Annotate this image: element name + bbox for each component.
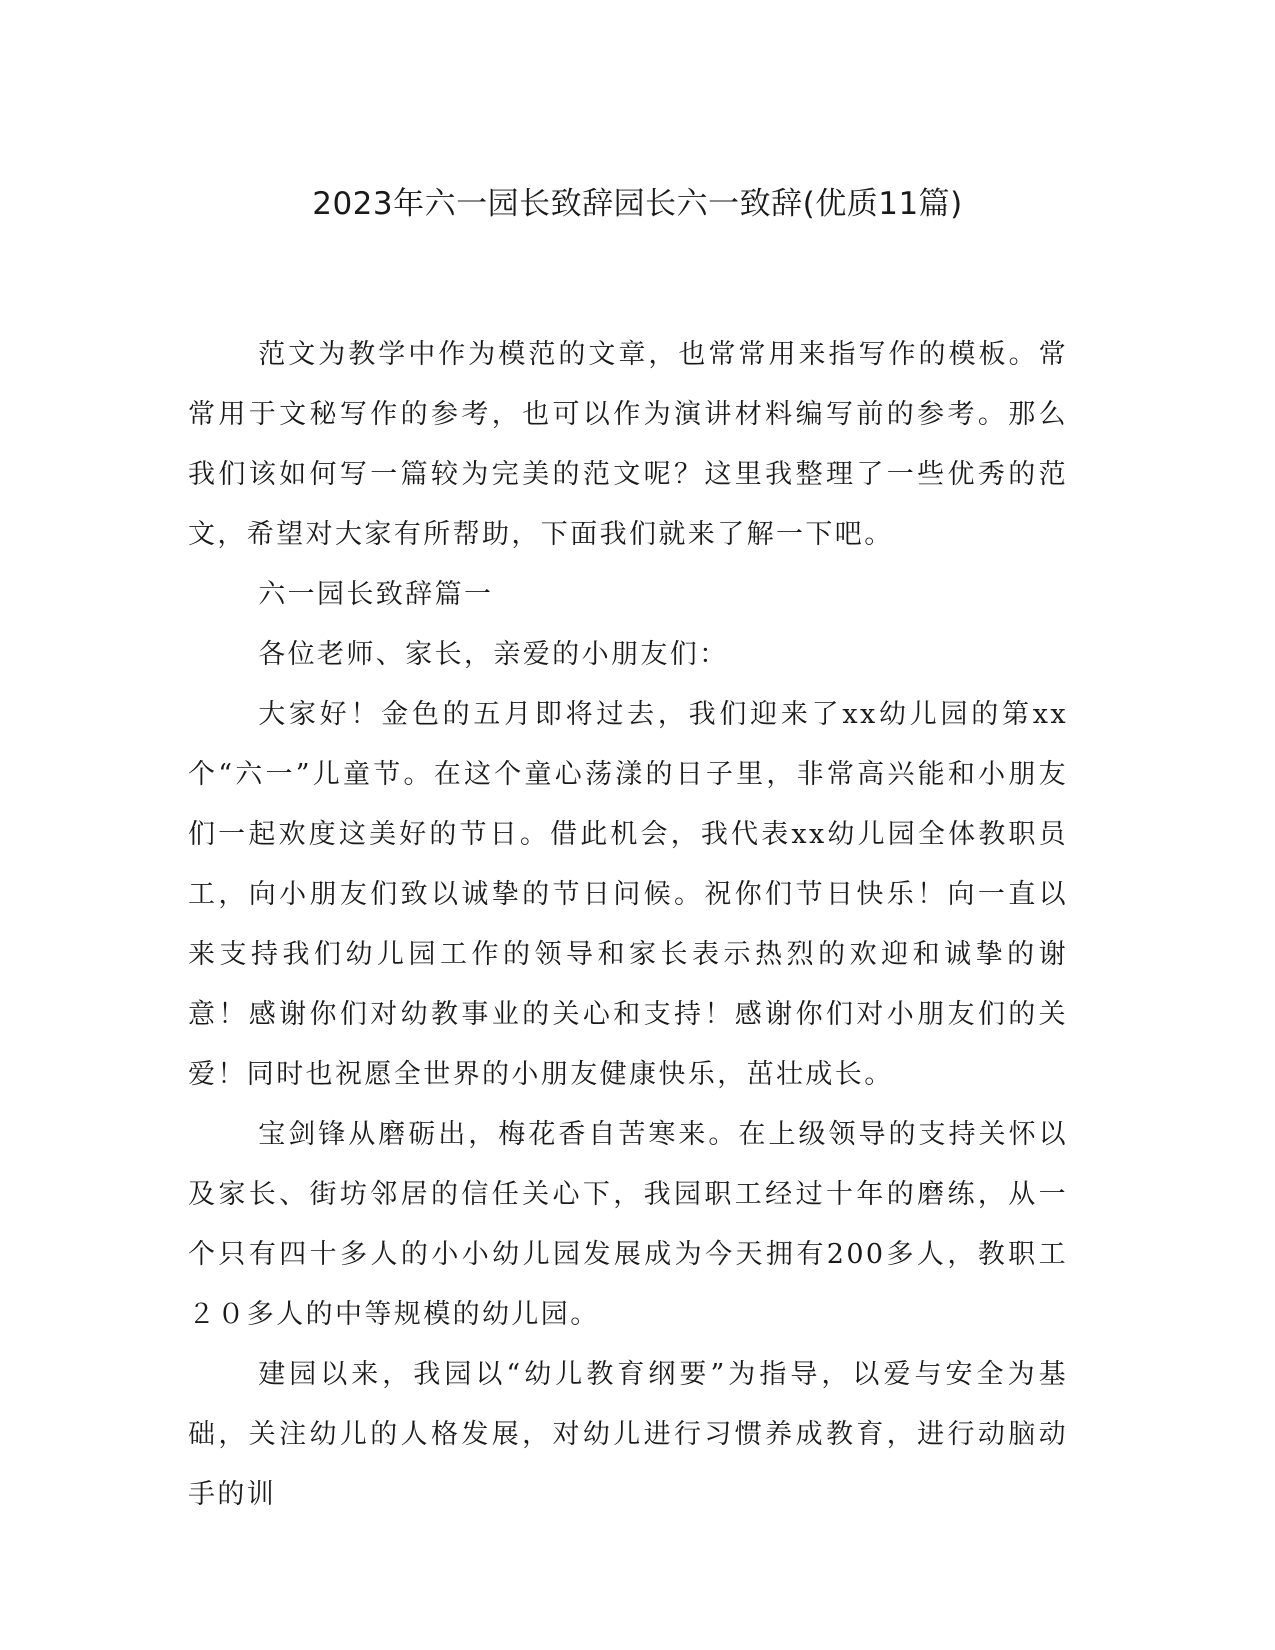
document-body bbox=[188, 325, 1068, 1525]
body-paragraph: 建园以来，我园以“幼儿教育纲要”为指导，以爱与安全为基础，关注幼儿的人格发展，对幼儿进行习惯养成教育，进行动脑动手的训 bbox=[188, 1359, 1068, 1510]
intro-paragraph: 范文为教学中作为模范的文章，也常常用来指写作的模板。常常用于文秘写作的参考，也可以作为演讲材料编写前的参考。那么我们该如何写一篇较为完美的范文呢？这里我整理了一些优秀的范文，希望对大家有所帮助，下面我们就来了解一下吧。 bbox=[188, 339, 1068, 550]
body-paragraph: 宝剑锋从磨砺出，梅花香自苦寒来。在上级领导的支持关怀以及家长、街坊邻居的信任关心下，我园职工经过十年的磨练，从一个只有四十多人的小小幼儿园发展成为今天拥有200多人，教职工２０多人的中等规模的幼儿园。 bbox=[188, 1119, 1068, 1330]
body-paragraph: 大家好！金色的五月即将过去，我们迎来了xx幼儿园的第xx个“六一”儿童节。在这个童心荡漾的日子里，非常高兴能和小朋友们一起欢度这美好的节日。借此机会，我代表xx幼儿园全体教职员工，向小朋友们致以诚挚的节日问候。祝你们节日快乐！向一直以来支持我们幼儿园工作的领导和家长表示热烈的欢迎和诚挚的谢意！感谢你们对幼教事业的关心和支持！感谢你们对小朋友们的关爱！同时也祝愿全世界的小朋友健康快乐，茁壮成长。 bbox=[188, 699, 1068, 1090]
salutation-paragraph: 各位老师、家长，亲爱的小朋友们： bbox=[258, 639, 729, 670]
section-heading: 六一园长致辞篇一 bbox=[258, 579, 494, 610]
document-title: 2023年六一园长致辞园长六一致辞(优质11篇) bbox=[312, 186, 963, 222]
